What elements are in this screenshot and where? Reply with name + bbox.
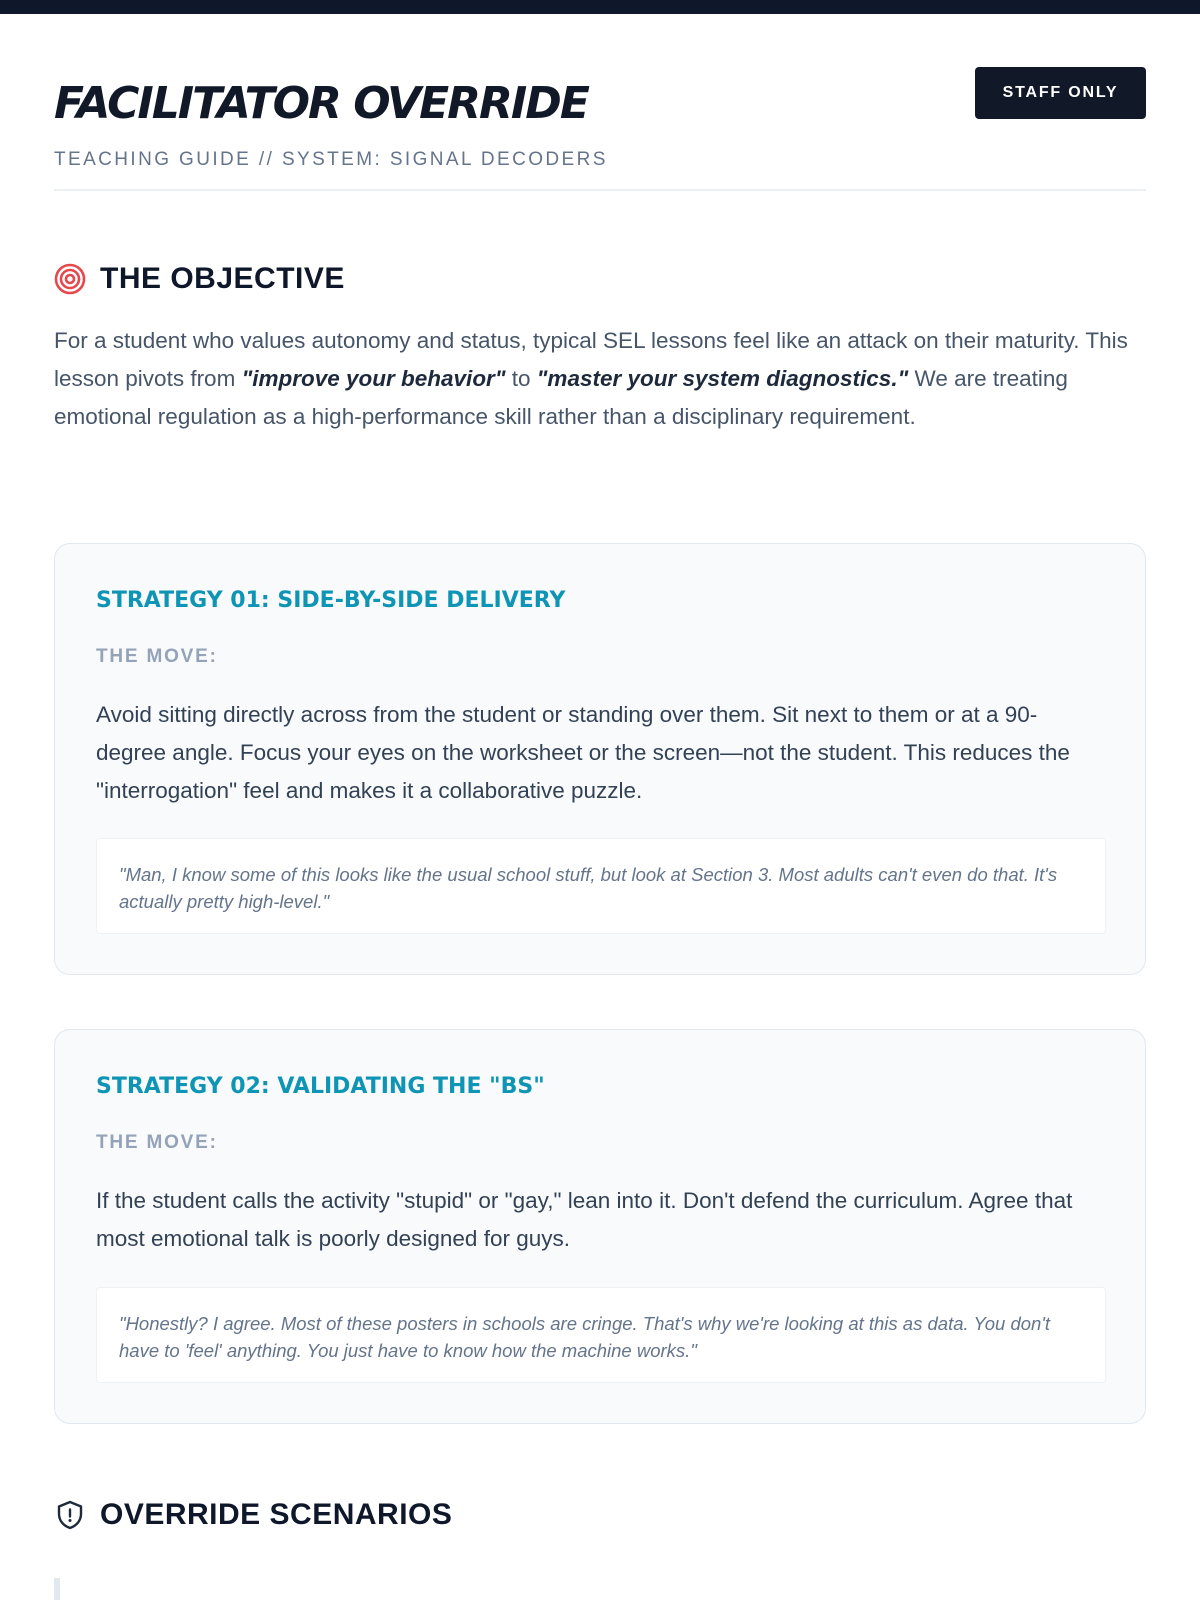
page-title: FACILITATOR OVERRIDE bbox=[54, 78, 588, 129]
objective-heading-label: THE OBJECTIVE bbox=[100, 262, 345, 295]
objective-heading bbox=[54, 262, 345, 296]
strategy-card bbox=[54, 1029, 1146, 1424]
objective-text bbox=[54, 322, 1146, 436]
example-quote: "Honestly? I agree. Most of these posters in schools are cringe. That's why we're looking at this as data. You don't have to 'feel' anything. You just have to know how the machine works." bbox=[96, 1287, 1106, 1383]
example-quote: "Man, I know some of this looks like the usual school stuff, but look at Section 3. Most adults can't even do that. It's actually pretty high-level." bbox=[96, 838, 1106, 934]
page-subtitle: TEACHING GUIDE // SYSTEM: SIGNAL DECODERS bbox=[54, 149, 608, 170]
override-scenarios-heading bbox=[54, 1498, 452, 1532]
move-label: THE MOVE: bbox=[96, 1132, 218, 1153]
strategy-title: STRATEGY 02: VALIDATING THE "BS" bbox=[96, 1074, 545, 1099]
objective-text-part-1: For a student who values autonomy and status, typical SEL lessons feel like an attack on their maturity. This lesson pivots from bbox=[54, 328, 1128, 391]
page bbox=[0, 14, 1200, 191]
strategy-title: STRATEGY 01: SIDE-BY-SIDE DELIVERY bbox=[96, 588, 566, 613]
shield-icon bbox=[54, 1499, 86, 1531]
strategy-card bbox=[54, 543, 1146, 975]
objective-emphasis-1: "improve your behavior" bbox=[241, 366, 506, 391]
move-label: THE MOVE: bbox=[96, 646, 218, 667]
move-text: If the student calls the activity "stupid" or "gay," lean into it. Don't defend the curriculum. Agree that most emotional talk is poorly designed for guys. bbox=[96, 1188, 1073, 1251]
objective-emphasis-2: "master your system diagnostics." bbox=[536, 366, 909, 391]
move-text: Avoid sitting directly across from the student or standing over them. Sit next to them or at a 90-degree angle. Focus your eyes on the worksheet or the screen—not the student. This reduces the "interrogation" feel and makes it a collaborative puzzle. bbox=[96, 702, 1070, 803]
objective-text-part-2: to bbox=[505, 366, 537, 391]
staff-only-badge: STAFF ONLY bbox=[975, 67, 1146, 119]
target-icon bbox=[54, 263, 86, 295]
page-header bbox=[54, 14, 1146, 191]
scenario-accent-bar bbox=[54, 1578, 60, 1600]
top-bar bbox=[0, 0, 1200, 14]
override-scenarios-heading-label: OVERRIDE SCENARIOS bbox=[100, 1498, 453, 1531]
objective-text-part-3: We are treating emotional regulation as a high-performance skill rather than a disciplinary requirement. bbox=[54, 366, 1068, 429]
